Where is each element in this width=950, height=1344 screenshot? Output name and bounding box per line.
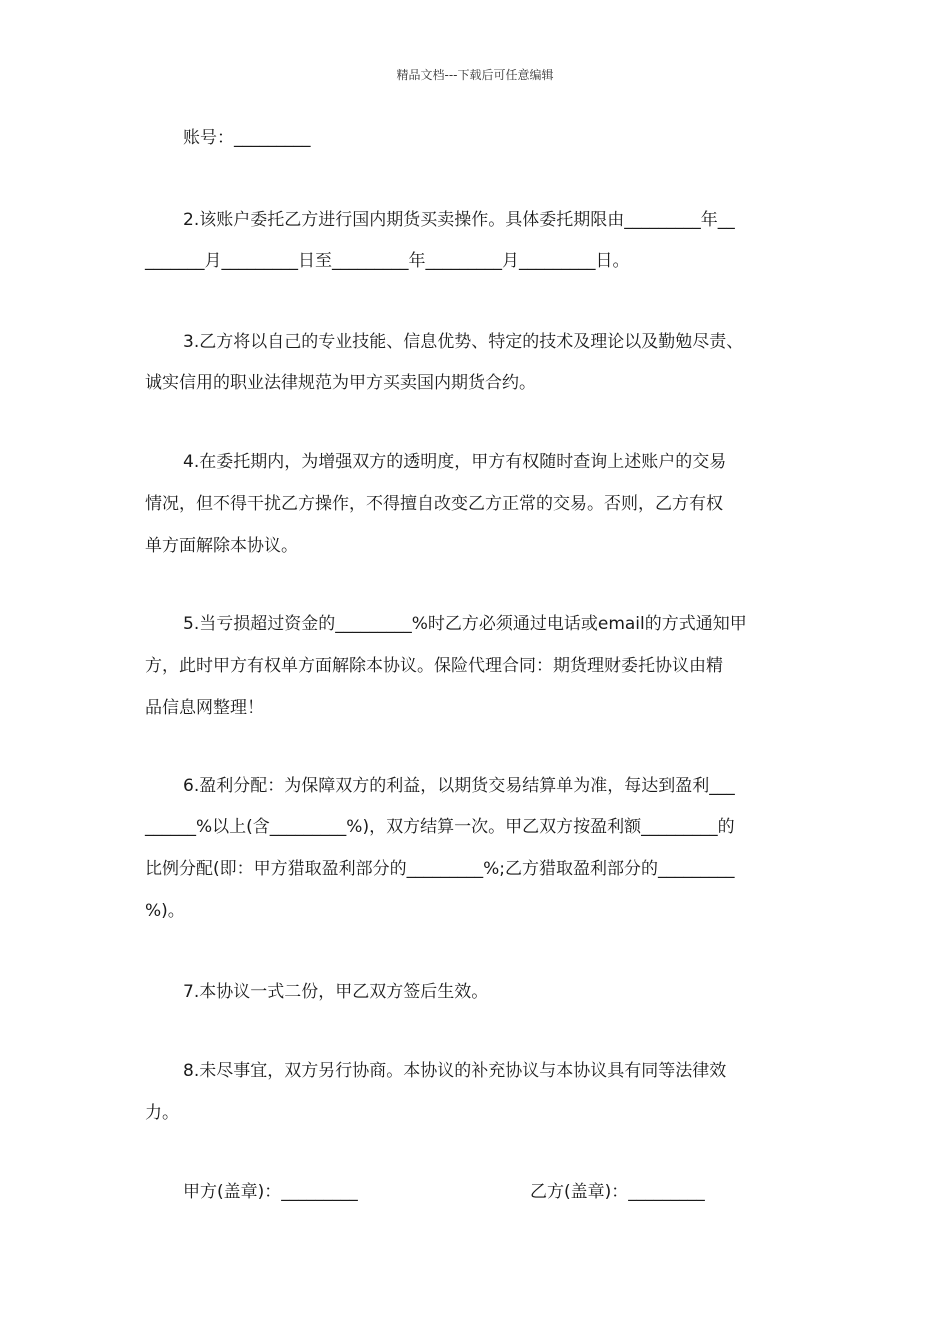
clause-2-line-2: _______月_________日至_________年_________月_________日。 [145,251,630,271]
account-line: 账号：_________ [183,128,311,148]
page-header: 精品文档---下载后可任意编辑 [396,68,554,82]
clause-6-line-1: 6.盈利分配：为保障双方的利益，以期货交易结算单为准，每达到盈利___ [183,776,735,796]
clause-2-line-1: 2.该账户委托乙方进行国内期货买卖操作。具体委托期限由_________年__ [183,210,735,230]
clause-3-line-2: 诚实信用的职业法律规范为甲方买卖国内期货合约。 [145,373,536,393]
clause-4-line-1: 4.在委托期内，为增强双方的透明度，甲方有权随时查询上述账户的交易 [183,452,727,472]
clause-5-line-3: 品信息网整理！ [145,698,264,718]
clause-6-line-4: %)。 [145,901,185,921]
clause-3-line-1: 3.乙方将以自己的专业技能、信息优势、特定的技术及理论以及勤勉尽责、 [183,332,744,352]
party-a-signature: 甲方(盖章)：_________ [183,1182,358,1202]
party-b-signature: 乙方(盖章)：_________ [530,1182,705,1202]
clause-5-line-2: 方，此时甲方有权单方面解除本协议。保险代理合同：期货理财委托协议由精 [145,656,723,676]
clause-6-line-2: ______%以上(含_________%)，双方结算一次。甲乙双方按盈利额_________的 [145,817,735,837]
clause-5-line-1: 5.当亏损超过资金的_________%时乙方必须通过电话或email的方式通知甲 [183,614,747,634]
clause-6-line-3: 比例分配(即：甲方猎取盈利部分的_________%;乙方猎取盈利部分的_________ [145,859,735,879]
clause-7-line-1: 7.本协议一式二份，甲乙双方签后生效。 [183,982,489,1002]
clause-8-line-1: 8.未尽事宜，双方另行协商。本协议的补充协议与本协议具有同等法律效 [183,1061,727,1081]
clause-4-line-3: 单方面解除本协议。 [145,536,298,556]
clause-4-line-2: 情况，但不得干扰乙方操作，不得擅自改变乙方正常的交易。否则，乙方有权 [145,494,723,514]
clause-8-line-2: 力。 [145,1103,179,1123]
